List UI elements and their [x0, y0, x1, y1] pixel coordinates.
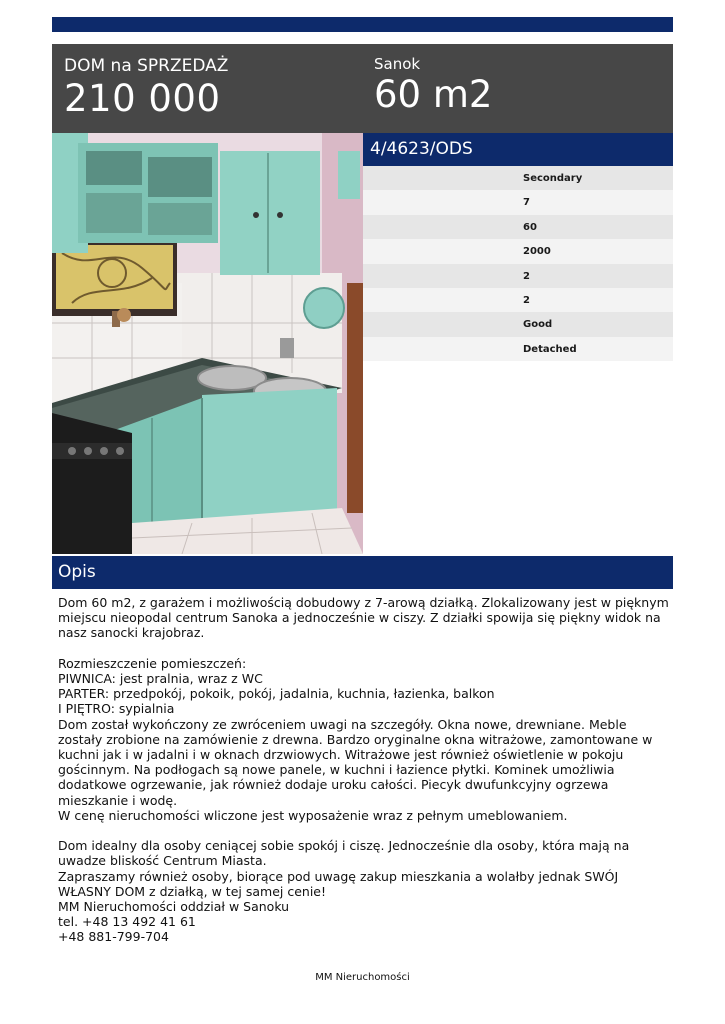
param-value: 2 — [523, 294, 530, 306]
param-row — [363, 337, 673, 361]
param-row — [363, 239, 673, 263]
param-value: Good — [523, 319, 553, 331]
description-title: Opis — [58, 562, 96, 582]
reference-bar — [363, 133, 673, 166]
param-row — [363, 215, 673, 239]
description-details: Dom został wykończony ze zwróceniem uwagi na szczegóły. Okna nowe, drewniane. Meble zostały zrobione na zamówienie z drewna. Bardzo oryginalne okna witrażowe, zamontowane w kuchni jak i w jadalni i w oknach drzwiowych. Witrażowe jest również oświetlenie w pokoju gościnnym. Na podłogach są nowe panele, w kuchni i łazience płytki. Kominek umożliwia dodatkowe ogrzewanie, jak również dodaje uroku całości. Piecyk dwufunkcyjny ogrzewa mieszkanie i wodę. — [58, 716, 653, 808]
rooms-heading: Rozmieszczenie pomieszczeń: — [58, 655, 247, 671]
agency-mobile: +48 881-799-704 — [58, 929, 169, 945]
param-value: 2000 — [523, 246, 551, 258]
property-area: 60 m2 — [374, 73, 493, 116]
description-invite: Zapraszamy również osoby, biorące pod uwagę zakup mieszkania a wolałby jednak SWÓJ WŁASNY DOM z działką, w tej samej cenie! — [58, 868, 619, 899]
reference-number: 4/4623/ODS — [370, 139, 473, 159]
rooms-ground-floor: PARTER: przedpokój, pokoik, pokój, jadalnia, kuchnia, łazienka, balkon — [58, 686, 495, 702]
property-photo — [52, 133, 363, 554]
description-section-bar — [52, 556, 673, 589]
description-furnishing: W cenę nieruchomości wliczone jest wyposażenie wraz z pełnym umeblowaniem. — [58, 807, 568, 823]
page-footer: MM Nieruchomości — [315, 972, 410, 983]
agency-phone: tel. +48 13 492 41 61 — [58, 914, 196, 930]
param-row — [363, 166, 673, 190]
param-value: Detached — [523, 343, 577, 355]
property-city: Sanok — [374, 55, 421, 73]
description-intro: Dom 60 m2, z garażem i możliwością dobudowy z 7-arową działką. Zlokalizowany jest w pięknym miejscu nieopodal centrum Sanoka a jednocześnie w ciszy. Z działki spowija się piękny widok na nasz sanocki krajobraz. — [58, 595, 669, 641]
property-price: 210 000 — [64, 77, 221, 120]
listing-header — [52, 44, 673, 133]
param-row — [363, 312, 673, 336]
param-value: 2 — [523, 270, 530, 282]
property-type: DOM na SPRZEDAŻ — [64, 56, 229, 76]
param-row — [363, 264, 673, 288]
rooms-first-floor: I PIĘTRO: sypialnia — [58, 701, 175, 717]
param-row — [363, 288, 673, 312]
param-value: 60 — [523, 221, 537, 233]
param-value: Secondary — [523, 173, 583, 184]
agency-name: MM Nieruchomości oddział w Sanoku — [58, 899, 290, 915]
parameters-table — [363, 166, 673, 361]
top-accent-bar — [52, 17, 673, 32]
param-value: 7 — [523, 197, 530, 209]
description-body — [58, 595, 670, 945]
param-row — [363, 190, 673, 214]
description-ideal: Dom idealny dla osoby ceniącej sobie spokój i ciszę. Jednocześnie dla osoby, która mają na uwadze bliskość Centrum Miasta. — [58, 838, 630, 869]
rooms-basement: PIWNICA: jest pralnia, wraz z WC — [58, 671, 263, 686]
